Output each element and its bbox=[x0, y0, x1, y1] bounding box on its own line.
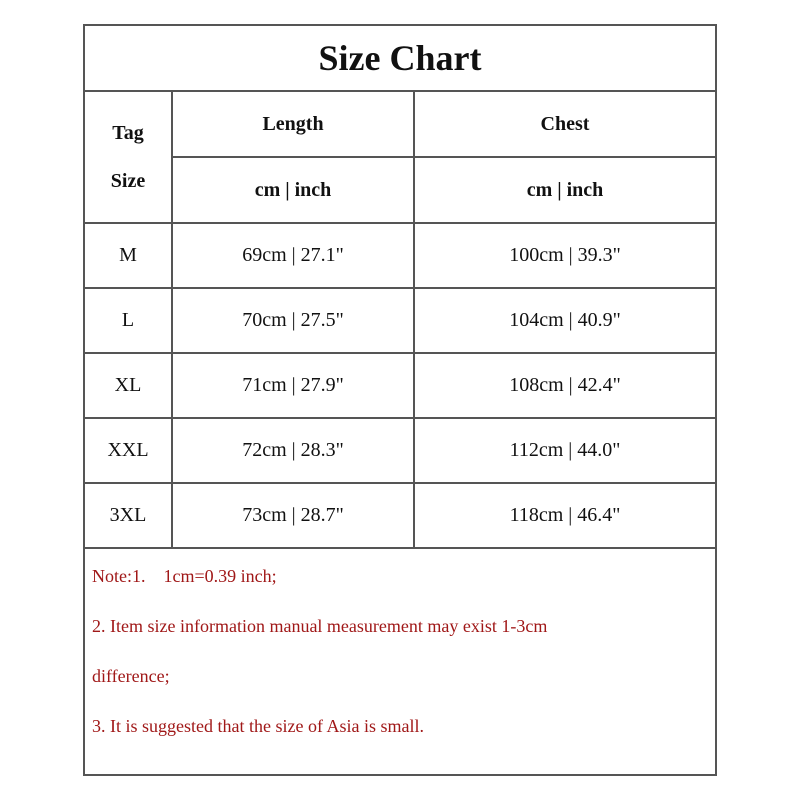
chest-cell: 100cm | 39.3" bbox=[509, 244, 621, 266]
size-cell: XL bbox=[114, 374, 142, 396]
length-cell: 70cm | 27.5" bbox=[242, 309, 344, 331]
note-line-4: 3. It is suggested that the size of Asia is small. bbox=[92, 716, 424, 736]
length-cell: 71cm | 27.9" bbox=[242, 374, 344, 396]
size-chart-table bbox=[83, 24, 717, 776]
length-cell: 72cm | 28.3" bbox=[242, 439, 344, 461]
header-subdivider bbox=[173, 156, 715, 158]
column-divider bbox=[171, 90, 173, 547]
size-cell: XXL bbox=[107, 439, 149, 461]
row-divider bbox=[85, 287, 715, 289]
row-divider bbox=[85, 352, 715, 354]
row-divider bbox=[85, 417, 715, 419]
note-line-2: 2. Item size information manual measurement may exist 1-3cm bbox=[92, 616, 548, 636]
size-cell: M bbox=[119, 244, 137, 266]
length-cell: 73cm | 28.7" bbox=[242, 504, 344, 526]
length-cell: 69cm | 27.1" bbox=[242, 244, 344, 266]
tag-size-header bbox=[85, 92, 171, 222]
chest-cell: 112cm | 44.0" bbox=[509, 439, 621, 461]
size-cell: 3XL bbox=[109, 504, 147, 526]
chest-cell: 118cm | 46.4" bbox=[509, 504, 621, 526]
column-divider bbox=[413, 90, 415, 547]
notes-section bbox=[92, 551, 707, 751]
note-line-3: difference; bbox=[92, 666, 170, 686]
chest-cell: 104cm | 40.9" bbox=[509, 309, 621, 331]
length-units-header: cm | inch bbox=[254, 178, 332, 201]
chest-cell: 108cm | 42.4" bbox=[509, 374, 621, 396]
tag-size-header-line1: Tag bbox=[112, 122, 144, 144]
header-bottom-line bbox=[85, 222, 715, 224]
size-cell: L bbox=[121, 309, 135, 331]
row-divider bbox=[85, 482, 715, 484]
chest-units-header: cm | inch bbox=[526, 178, 604, 201]
chart-title: Size Chart bbox=[85, 26, 715, 92]
tag-size-header-line2: Size bbox=[110, 170, 146, 192]
note-line-1: Note:1. 1cm=0.39 inch; bbox=[92, 566, 277, 586]
chest-header: Chest bbox=[540, 112, 590, 135]
table-bottom-line bbox=[85, 547, 715, 549]
length-header: Length bbox=[262, 112, 324, 135]
